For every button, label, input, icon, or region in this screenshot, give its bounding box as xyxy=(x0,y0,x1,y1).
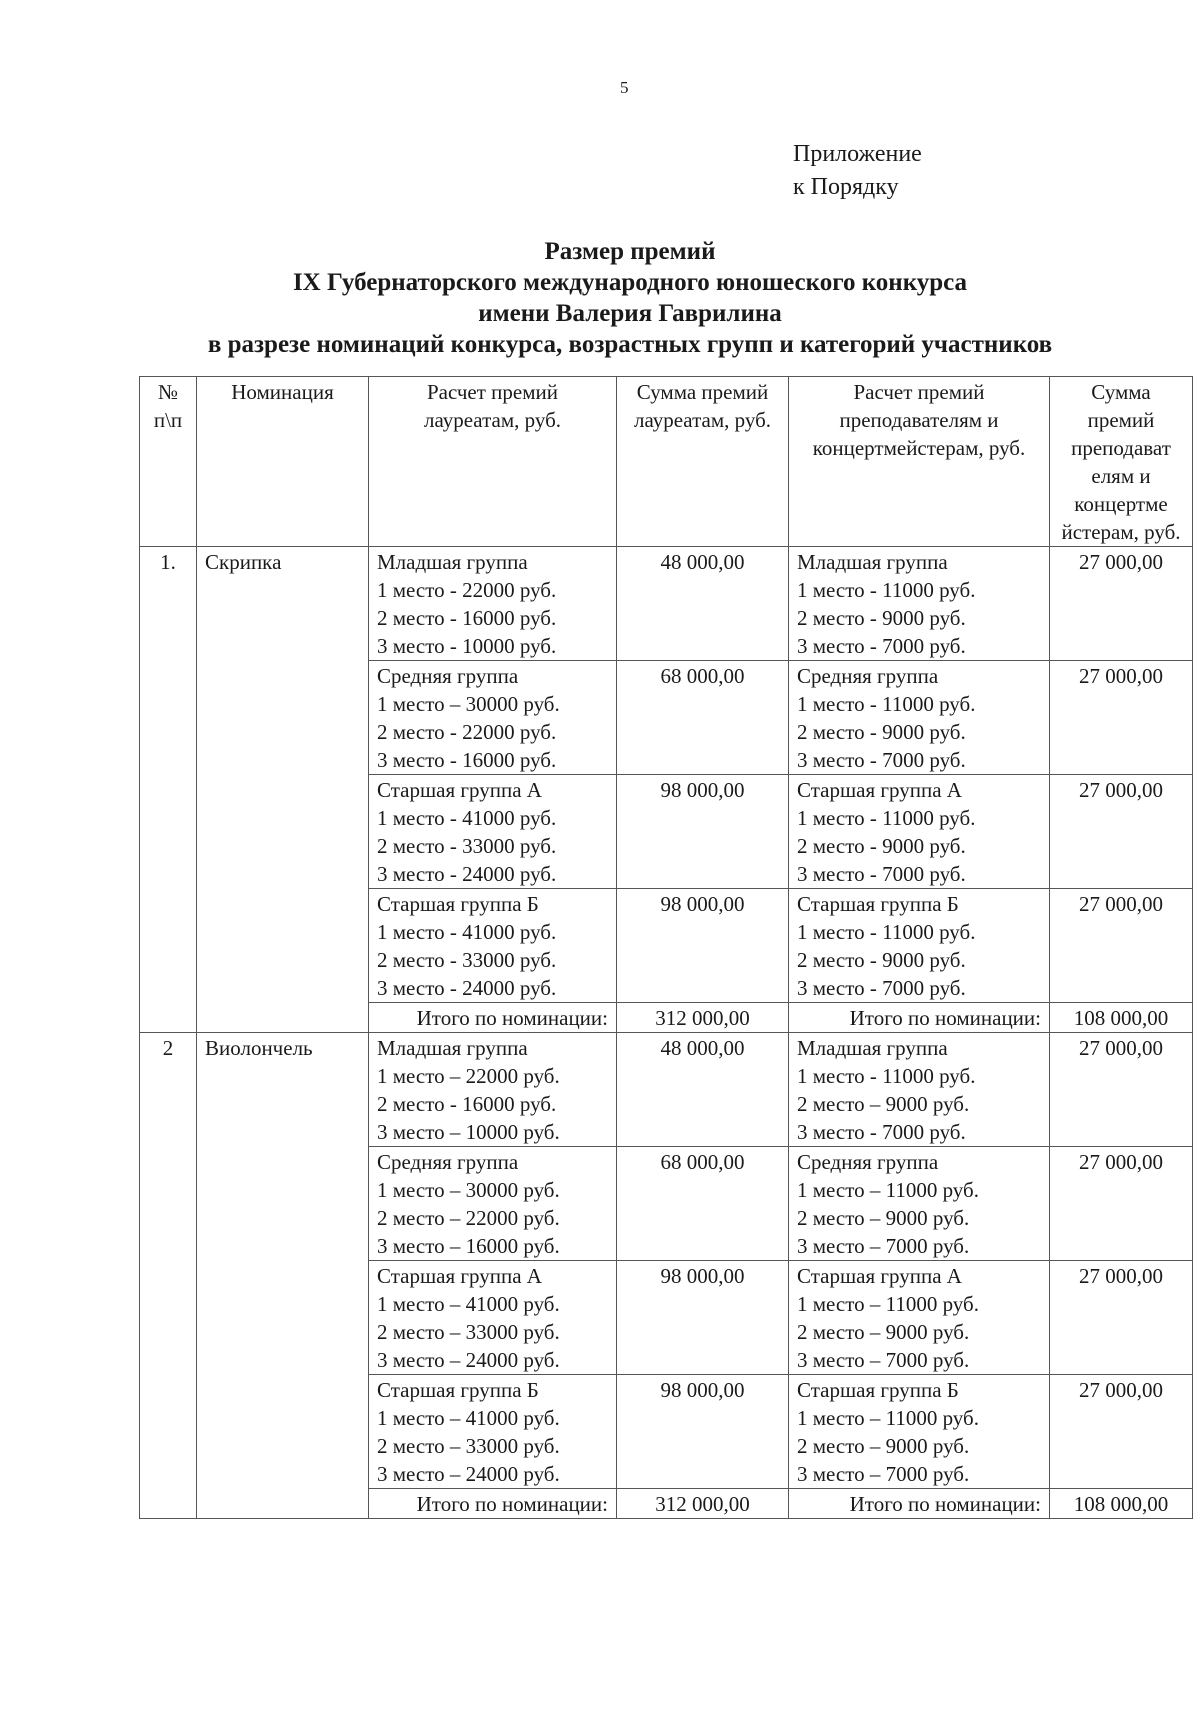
teacher-sum-cell: 27 000,00 xyxy=(1050,1033,1193,1147)
laureate-sum-cell: 98 000,00 xyxy=(617,889,789,1003)
teacher-calc-line: 3 место – 7000 руб. xyxy=(797,1462,970,1486)
teacher-calc-line: 1 место - 11000 руб. xyxy=(797,1064,976,1088)
teacher-calc-line: 2 место - 9000 руб. xyxy=(797,606,966,630)
teacher-calc-cell xyxy=(789,661,1050,775)
laureate-calc-line: 3 место - 10000 руб. xyxy=(377,634,557,658)
laureate-calc-line: 3 место – 24000 руб. xyxy=(377,1462,560,1486)
header-nomination: Номинация xyxy=(197,377,369,547)
laureate-calc-line: 2 место – 22000 руб. xyxy=(377,1206,560,1230)
total-label-laureates: Итого по номинации: xyxy=(369,1489,617,1519)
teacher-sum-cell: 27 000,00 xyxy=(1050,1147,1193,1261)
laureate-calc-line: 2 место - 22000 руб. xyxy=(377,720,557,744)
laureate-calc-line: 1 место – 41000 руб. xyxy=(377,1406,560,1430)
teacher-sum-cell: 27 000,00 xyxy=(1050,775,1193,889)
teacher-calc-cell xyxy=(789,1375,1050,1489)
total-sum-teachers: 108 000,00 xyxy=(1050,1489,1193,1519)
teacher-calc-line: 3 место - 7000 руб. xyxy=(797,976,966,1000)
title-line-1: Размер премий xyxy=(544,238,716,265)
laureate-calc-cell xyxy=(369,889,617,1003)
laureate-calc-cell xyxy=(369,661,617,775)
teacher-calc-line: 1 место - 11000 руб. xyxy=(797,920,976,944)
nomination-number: 1. xyxy=(140,547,197,1033)
appendix-line-1: Приложение xyxy=(793,141,922,167)
teacher-calc-line: Средняя группа xyxy=(797,1150,939,1174)
table-row xyxy=(140,547,1193,661)
laureate-calc-line: Младшая группа xyxy=(377,550,528,574)
document-title xyxy=(130,236,1130,360)
teacher-calc-line: 1 место – 11000 руб. xyxy=(797,1178,979,1202)
teacher-calc-cell xyxy=(789,1147,1050,1261)
title-line-4: в разрезе номинаций конкурса, возрастных групп и категорий участников xyxy=(207,331,1053,358)
teacher-sum-cell: 27 000,00 xyxy=(1050,547,1193,661)
table-row xyxy=(140,1033,1193,1147)
teacher-calc-line: 1 место - 11000 руб. xyxy=(797,578,976,602)
teacher-calc-line: 1 место - 11000 руб. xyxy=(797,806,976,830)
laureate-calc-line: 1 место - 41000 руб. xyxy=(377,806,557,830)
total-sum-laureates: 312 000,00 xyxy=(617,1003,789,1033)
teacher-calc-line: 2 место – 9000 руб. xyxy=(797,1434,970,1458)
total-sum-teachers: 108 000,00 xyxy=(1050,1003,1193,1033)
teacher-calc-line: Средняя группа xyxy=(797,664,939,688)
laureate-calc-line: 3 место – 10000 руб. xyxy=(377,1120,560,1144)
laureate-sum-cell: 68 000,00 xyxy=(617,661,789,775)
laureate-calc-cell xyxy=(369,775,617,889)
nomination-name: Скрипка xyxy=(197,547,369,1033)
teacher-calc-cell xyxy=(789,547,1050,661)
nomination-name: Виолончель xyxy=(197,1033,369,1519)
laureate-calc-line: 2 место - 33000 руб. xyxy=(377,834,557,858)
teacher-calc-line: Старшая группа А xyxy=(797,778,962,802)
laureate-calc-line: 2 место – 33000 руб. xyxy=(377,1320,560,1344)
total-label-laureates: Итого по номинации: xyxy=(369,1003,617,1033)
teacher-calc-line: 2 место - 9000 руб. xyxy=(797,834,966,858)
teacher-calc-line: 2 место – 9000 руб. xyxy=(797,1320,970,1344)
teacher-calc-line: Старшая группа Б xyxy=(797,892,959,916)
teacher-sum-cell: 27 000,00 xyxy=(1050,1261,1193,1375)
teacher-calc-line: 2 место – 9000 руб. xyxy=(797,1206,970,1230)
laureate-calc-line: 1 место – 30000 руб. xyxy=(377,1178,560,1202)
teacher-sum-cell: 27 000,00 xyxy=(1050,1375,1193,1489)
laureate-calc-line: Старшая группа Б xyxy=(377,892,539,916)
teacher-calc-line: 2 место - 9000 руб. xyxy=(797,720,966,744)
teacher-calc-cell xyxy=(789,775,1050,889)
laureate-calc-line: 2 место – 33000 руб. xyxy=(377,1434,560,1458)
teacher-calc-line: 1 место - 11000 руб. xyxy=(797,692,976,716)
teacher-calc-line: 1 место – 11000 руб. xyxy=(797,1292,979,1316)
laureate-calc-line: 1 место – 41000 руб. xyxy=(377,1292,560,1316)
teacher-calc-line: Младшая группа xyxy=(797,1036,948,1060)
laureate-sum-cell: 68 000,00 xyxy=(617,1147,789,1261)
laureate-calc-line: Средняя группа xyxy=(377,1150,519,1174)
laureate-sum-cell: 98 000,00 xyxy=(617,1375,789,1489)
table-header-row xyxy=(140,377,1193,547)
teacher-sum-cell: 27 000,00 xyxy=(1050,661,1193,775)
laureate-calc-line: 1 место – 22000 руб. xyxy=(377,1064,560,1088)
appendix-heading xyxy=(793,138,922,204)
teacher-calc-line: Старшая группа Б xyxy=(797,1378,959,1402)
table-body xyxy=(140,547,1193,1519)
teacher-calc-line: Младшая группа xyxy=(797,550,948,574)
laureate-calc-line: 2 место - 16000 руб. xyxy=(377,1092,557,1116)
laureate-calc-line: Старшая группа Б xyxy=(377,1378,539,1402)
header-calc-teachers: Расчет премий преподавателям и концертмейстерам, руб. xyxy=(789,377,1050,547)
teacher-calc-line: 3 место - 7000 руб. xyxy=(797,862,966,886)
page-number: 5 xyxy=(620,78,629,97)
laureate-calc-line: 2 место - 16000 руб. xyxy=(377,606,557,630)
laureate-calc-line: 3 место – 16000 руб. xyxy=(377,1234,560,1258)
laureate-sum-cell: 98 000,00 xyxy=(617,1261,789,1375)
laureate-calc-cell xyxy=(369,1147,617,1261)
title-line-2: IX Губернаторского международного юношеского конкурса xyxy=(292,269,968,296)
teacher-sum-cell: 27 000,00 xyxy=(1050,889,1193,1003)
laureate-calc-line: 1 место - 41000 руб. xyxy=(377,920,557,944)
teacher-calc-line: 3 место - 7000 руб. xyxy=(797,1120,966,1144)
laureate-calc-line: 2 место - 33000 руб. xyxy=(377,948,557,972)
laureate-calc-line: 3 место - 24000 руб. xyxy=(377,976,557,1000)
laureate-calc-line: 3 место - 24000 руб. xyxy=(377,862,557,886)
teacher-calc-line: 3 место – 7000 руб. xyxy=(797,1234,970,1258)
teacher-calc-line: 1 место – 11000 руб. xyxy=(797,1406,979,1430)
teacher-calc-line: 2 место – 9000 руб. xyxy=(797,1092,970,1116)
teacher-calc-cell xyxy=(789,1033,1050,1147)
total-label-teachers: Итого по номинации: xyxy=(789,1003,1050,1033)
laureate-calc-line: Младшая группа xyxy=(377,1036,528,1060)
header-sum-laureates: Сумма премий лауреатам, руб. xyxy=(617,377,789,547)
teacher-calc-line: 3 место - 7000 руб. xyxy=(797,634,966,658)
teacher-calc-cell xyxy=(789,889,1050,1003)
header-calc-laureates: Расчет премий лауреатам, руб. xyxy=(369,377,617,547)
prize-table xyxy=(139,376,1193,1519)
teacher-calc-line: 3 место - 7000 руб. xyxy=(797,748,966,772)
teacher-calc-cell xyxy=(789,1261,1050,1375)
laureate-sum-cell: 98 000,00 xyxy=(617,775,789,889)
teacher-calc-line: 2 место - 9000 руб. xyxy=(797,948,966,972)
appendix-line-2: к Порядку xyxy=(793,174,899,200)
laureate-calc-cell xyxy=(369,1375,617,1489)
laureate-calc-line: Старшая группа А xyxy=(377,1264,542,1288)
title-line-3: имени Валерия Гаврилина xyxy=(478,300,782,327)
laureate-sum-cell: 48 000,00 xyxy=(617,547,789,661)
total-sum-laureates: 312 000,00 xyxy=(617,1489,789,1519)
laureate-calc-line: 1 место - 22000 руб. xyxy=(377,578,557,602)
laureate-calc-line: Средняя группа xyxy=(377,664,519,688)
header-num: № п\п xyxy=(140,377,197,547)
nomination-number: 2 xyxy=(140,1033,197,1519)
teacher-calc-line: Старшая группа А xyxy=(797,1264,962,1288)
laureate-calc-line: 3 место - 16000 руб. xyxy=(377,748,557,772)
laureate-calc-cell xyxy=(369,547,617,661)
total-label-teachers: Итого по номинации: xyxy=(789,1489,1050,1519)
teacher-calc-line: 3 место – 7000 руб. xyxy=(797,1348,970,1372)
laureate-calc-cell xyxy=(369,1033,617,1147)
laureate-calc-line: 3 место – 24000 руб. xyxy=(377,1348,560,1372)
laureate-calc-cell xyxy=(369,1261,617,1375)
header-sum-teachers: Сумма премий преподават елям и концертме йстерам, руб. xyxy=(1050,377,1193,547)
laureate-sum-cell: 48 000,00 xyxy=(617,1033,789,1147)
laureate-calc-line: 1 место – 30000 руб. xyxy=(377,692,560,716)
laureate-calc-line: Старшая группа А xyxy=(377,778,542,802)
